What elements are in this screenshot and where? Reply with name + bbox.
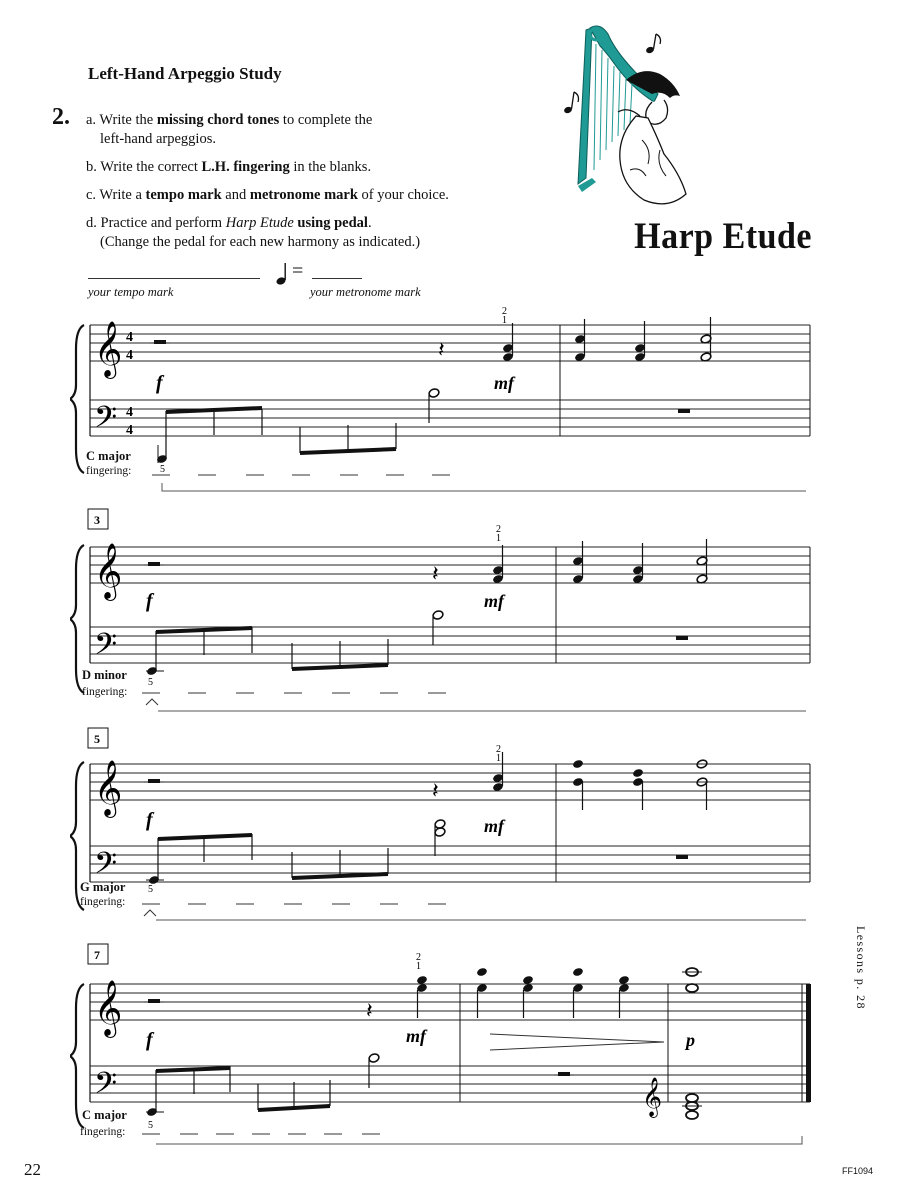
measure-number: 3 [94, 513, 100, 527]
treble-clef-icon: 𝄞 [642, 1079, 663, 1116]
treble-chord [618, 975, 630, 1018]
instruction-a-suffix: to complete the [279, 112, 373, 128]
instruction-c-text: c. Write a [86, 187, 146, 203]
metronome-caption: your metronome mark [310, 285, 421, 299]
treble-whole-chord [682, 968, 702, 992]
fingering-label: fingering: [82, 686, 128, 698]
treble-chord [416, 975, 428, 1018]
bass-fingering: 5 [148, 1120, 153, 1131]
decrescendo-hairpin [490, 1034, 664, 1050]
instruction-b-text: b. Write the correct [86, 159, 202, 175]
treble-chord [572, 759, 584, 810]
fingering-label: fingering: [86, 465, 132, 477]
grand-staff-brace [70, 325, 84, 473]
chord-name: C major [86, 449, 131, 463]
dynamic-piano: p [686, 1030, 695, 1050]
tempo-caption: your tempo mark [88, 285, 174, 299]
instruction-c-mid: and [221, 187, 250, 203]
music-system-2 [70, 505, 830, 715]
lessons-reference [852, 926, 872, 1036]
fingering-number: 2 [496, 744, 501, 755]
bass-staff [90, 846, 810, 882]
instruction-d-suffix: . [367, 215, 372, 231]
chord-name: D minor [82, 668, 127, 682]
chord-name: C major [82, 1108, 127, 1122]
metronome-equals: = [292, 260, 304, 282]
whole-rest-icon [676, 855, 688, 859]
bass-clef-icon: 𝄢 [94, 1067, 118, 1107]
instruction-c [86, 186, 449, 205]
music-note-icon [645, 34, 660, 54]
pedal-change-mark [144, 910, 156, 916]
pedal-line [162, 483, 806, 491]
fingering-number: 1 [496, 533, 501, 544]
dynamic-forte: f [146, 809, 153, 831]
treble-staff [90, 764, 810, 800]
instruction-b [86, 158, 371, 177]
time-sig-top: 4 [126, 405, 133, 420]
whole-rest-icon [678, 409, 690, 413]
bass-staff [90, 400, 810, 436]
fingering-number: 2 [502, 306, 507, 317]
quarter-rest-icon: 𝄽 [438, 337, 445, 362]
instruction-c-bold1: tempo mark [145, 187, 222, 203]
treble-chord [700, 317, 712, 362]
treble-staff [90, 984, 810, 1020]
bass-clef-icon: 𝄢 [94, 628, 118, 668]
time-sig-bottom: 4 [126, 348, 133, 363]
dynamic-mezzo-forte: mf [406, 1026, 426, 1046]
treble-chord [634, 321, 646, 362]
instruction-d-italic: Harp Etude [225, 215, 294, 231]
treble-chord [696, 759, 708, 810]
treble-chord [522, 975, 534, 1018]
fingering-number: 1 [416, 961, 421, 972]
time-sig-bottom: 4 [126, 423, 133, 438]
dynamic-mezzo-forte: mf [484, 591, 504, 611]
instruction-a [86, 111, 372, 149]
bass-arpeggio [146, 610, 444, 676]
dynamic-forte: f [146, 590, 153, 612]
bass-fingering: 5 [160, 464, 165, 475]
instruction-b-bold: L.H. fingering [201, 159, 290, 175]
treble-clef-icon: 𝄞 [94, 545, 123, 598]
tempo-mark-blank[interactable] [88, 278, 260, 279]
metronome-mark-blank[interactable] [312, 278, 362, 279]
whole-rest-icon [676, 636, 688, 640]
instruction-a-text: a. Write the [86, 112, 157, 128]
bass-arpeggio [146, 819, 446, 885]
bass-arpeggio [156, 388, 440, 464]
instruction-c-bold2: metronome mark [249, 187, 358, 203]
bass-staff [90, 1066, 810, 1102]
music-note-icon [563, 92, 578, 114]
treble-clef-icon: 𝄞 [94, 762, 123, 815]
bass-clef-icon: 𝄢 [94, 401, 118, 441]
bass-arpeggio [146, 1053, 380, 1117]
lessons-reference-text: Lessons p. 28 [854, 926, 868, 1010]
section-heading: Left-Hand Arpeggio Study [88, 64, 282, 83]
quarter-rest-icon: 𝄽 [432, 778, 439, 803]
music-system-3 [70, 722, 830, 932]
instruction-c-suffix: of your choice. [357, 187, 449, 203]
fingering-label: fingering: [80, 896, 126, 908]
bass-clef-icon: 𝄢 [94, 847, 118, 887]
quarter-note-icon [276, 262, 290, 286]
dynamic-forte: f [156, 372, 163, 394]
catalog-code: FF1094 [842, 1166, 874, 1176]
treble-chord [476, 967, 488, 1018]
pedal-change-mark [146, 699, 158, 705]
fingering-label: fingering: [80, 1126, 126, 1138]
quarter-rest-icon: 𝄽 [432, 561, 439, 586]
pedal-line [156, 1136, 802, 1144]
dynamic-forte: f [146, 1029, 153, 1051]
fingering-number: 2 [496, 524, 501, 535]
bass-fingering: 5 [148, 884, 153, 895]
fingering-number: 2 [416, 952, 421, 963]
measure-number: 5 [94, 732, 100, 746]
music-system-4 [70, 938, 830, 1150]
instruction-d-bold: using pedal [293, 215, 368, 231]
treble-chord [632, 543, 644, 584]
bass-staff [90, 627, 810, 663]
instruction-d-line2: (Change the pedal for each new harmony as indicated.) [100, 234, 421, 250]
harp-player-illustration [556, 20, 706, 210]
treble-clef-icon: 𝄞 [94, 982, 123, 1035]
instruction-d-text: d. Practice and perform [86, 215, 226, 231]
final-barline-thick [806, 984, 811, 1102]
music-system-1 [70, 295, 830, 505]
instruction-a-line2: left-hand arpeggios. [100, 131, 216, 147]
treble-chord [632, 768, 644, 810]
treble-clef-icon: 𝄞 [94, 323, 123, 376]
quarter-rest-icon: 𝄽 [366, 998, 373, 1023]
dynamic-mezzo-forte: mf [494, 373, 514, 393]
chord-name: G major [80, 880, 126, 894]
page-number: 22 [24, 1160, 41, 1179]
dynamic-mezzo-forte: mf [484, 816, 504, 836]
fingering-number: 1 [502, 315, 507, 326]
grand-staff-brace [70, 984, 84, 1128]
instruction-b-suffix: in the blanks. [289, 159, 372, 175]
piece-title: Harp Etude [634, 216, 812, 257]
treble-chord [572, 967, 584, 1018]
fingering-number: 1 [496, 753, 501, 764]
instruction-d [86, 214, 420, 252]
time-sig-top: 4 [126, 330, 133, 345]
exercise-number: 2. [52, 104, 70, 130]
treble-chord [696, 539, 708, 584]
measure-number: 7 [94, 948, 100, 962]
instruction-a-bold: missing chord tones [156, 112, 280, 128]
bass-whole-chord [682, 1094, 702, 1119]
bass-fingering: 5 [148, 677, 153, 688]
